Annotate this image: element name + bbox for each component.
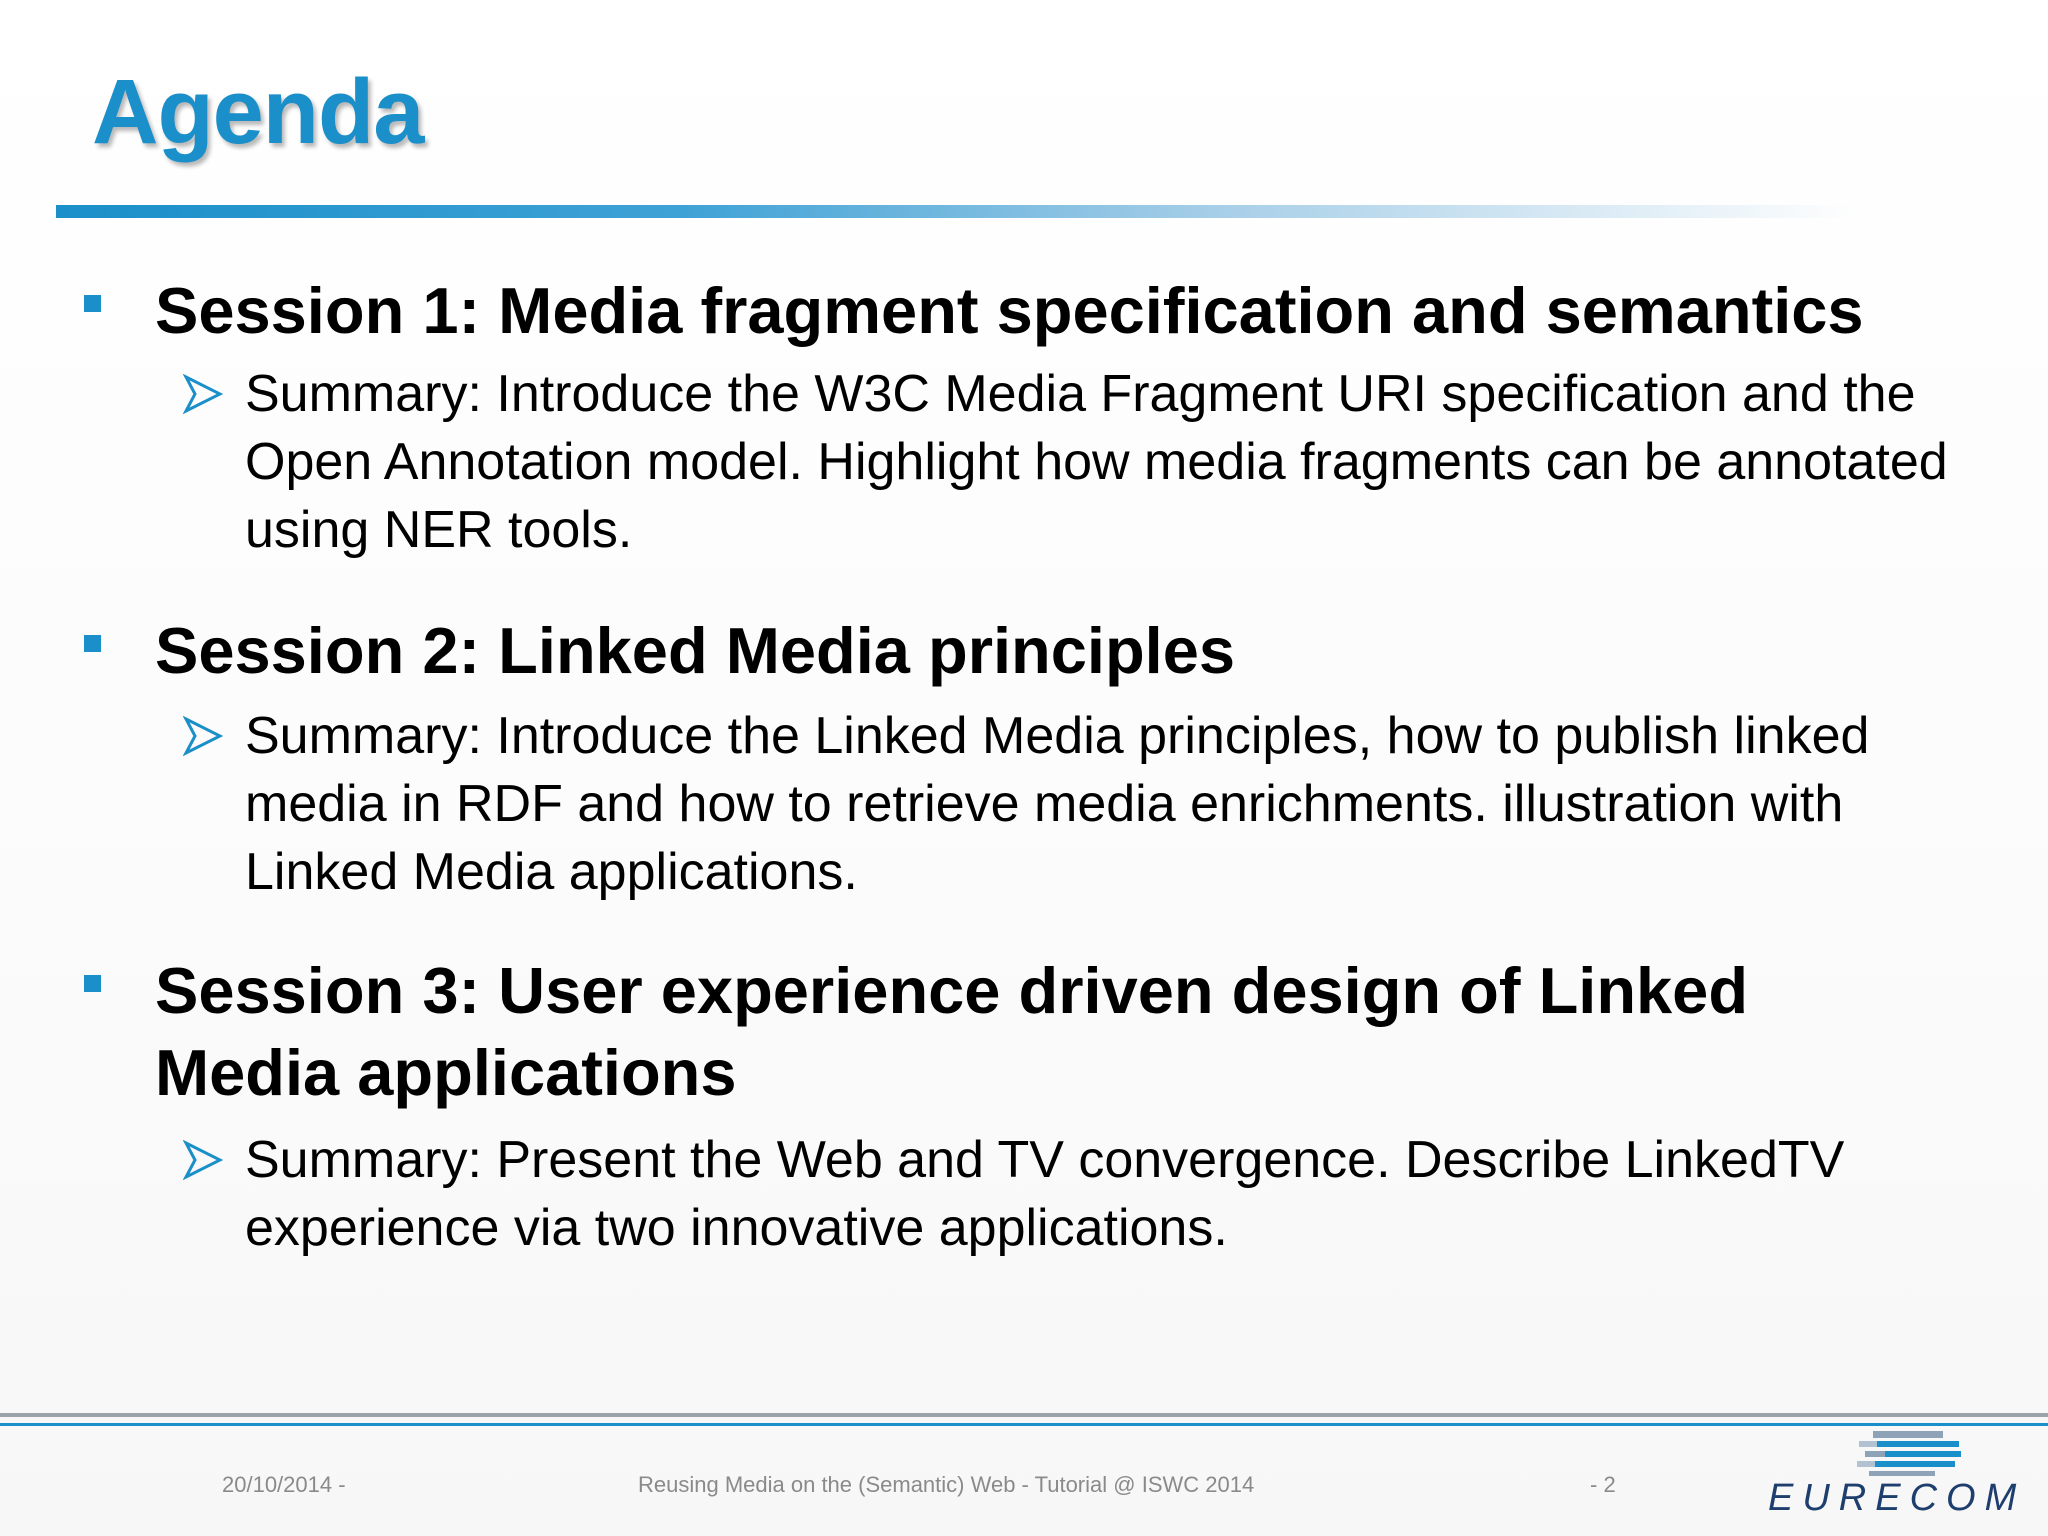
summary-text: Summary: Introduce the W3C Media Fragment URI specification and the Open Annotation model. Highlight how media fragments can be annotated using NER tools.: [245, 365, 1948, 559]
session-title: Session 1: Media fragment specification and semantics: [155, 274, 1864, 347]
logo-wordmark: EURECOM: [1768, 1477, 2026, 1519]
summary-text: Summary: Present the Web and TV convergence. Describe LinkedTV experience via two innovative applications.: [245, 1131, 1845, 1257]
arrow-bullet-icon: [183, 1140, 223, 1180]
session-title: Session 2: Linked Media principles: [155, 614, 1236, 687]
footer-page-number: - 2: [1590, 1472, 1616, 1497]
eurecom-logo: [1760, 1425, 2026, 1525]
square-bullet-icon: [84, 295, 101, 312]
logo-mark-icon: [1855, 1429, 1975, 1479]
title-divider: [56, 205, 1856, 218]
footer-divider: [0, 1413, 2048, 1417]
footer-accent-line: [0, 1423, 2048, 1426]
footer-date: 20/10/2014 -: [222, 1472, 346, 1497]
footer-event-title: Reusing Media on the (Semantic) Web - Tutorial @ ISWC 2014: [638, 1472, 1255, 1497]
arrow-bullet-icon: [183, 374, 223, 414]
square-bullet-icon: [84, 635, 101, 652]
slide-title: Agenda: [92, 61, 424, 163]
session-title: Session 3: User experience driven design of Linked Media applications: [155, 954, 1749, 1109]
summary-text: Summary: Introduce the Linked Media principles, how to publish linked media in RDF and how to retrieve media enrichments. illustration with Linked Media applications.: [245, 707, 1870, 901]
arrow-bullet-icon: [183, 716, 223, 756]
square-bullet-icon: [84, 975, 101, 992]
